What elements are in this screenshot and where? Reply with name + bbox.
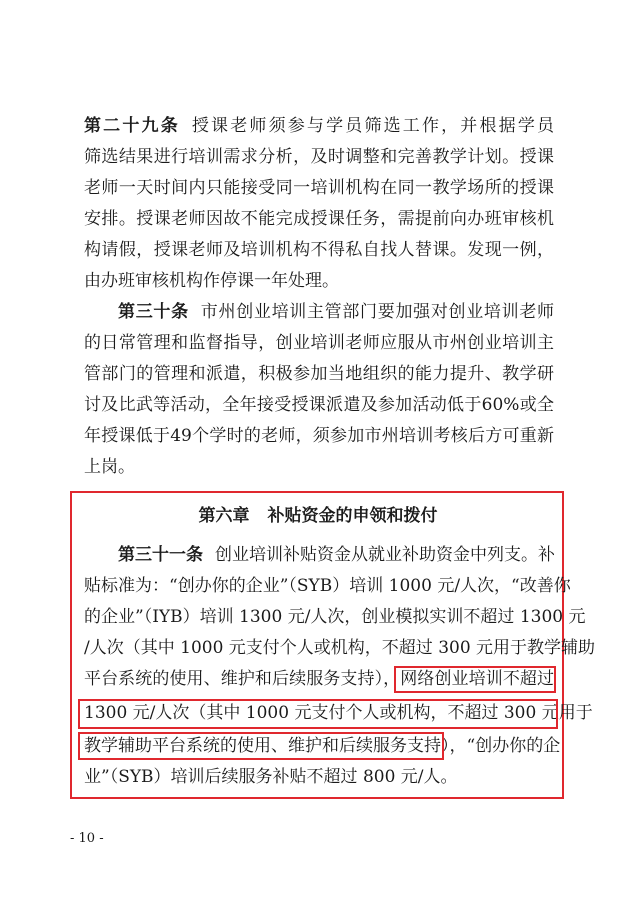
- article31-line-3: 的企业”（IYB）培训 1300 元/人次，创业模拟实训不超过 1300 元: [84, 607, 586, 627]
- article29-text-1: 授课老师须参与学员筛选工作，并根据学员: [191, 116, 555, 136]
- article31-line-6: 1300 元/人次（其中 1000 元支付个人或机构，不超过 300 元用于: [84, 703, 593, 723]
- article30-line-2: 的日常管理和监督指导，创业培训老师应服从市州创业培训主: [84, 333, 554, 353]
- article30-line-4: 讨及比武等活动，全年接受授课派遣及参加活动低于60%或全: [84, 395, 554, 415]
- article30-line-3: 管部门的管理和派遣，积极参加当地组织的能力提升、教学研: [84, 364, 554, 384]
- article29-line-5: 构请假，授课老师及培训机构不得私自找人替课。发现一例，: [84, 240, 554, 260]
- article31-text-1: 创业培训补贴资金从就业补助资金中列支。补: [215, 545, 555, 565]
- highlight-box-line-3: [78, 732, 444, 760]
- article31-line-7: 教学辅助平台系统的使用、维护和后续服务支持），“创办你的企: [84, 736, 561, 756]
- chapter-heading: [70, 506, 566, 526]
- page-number: - 10 -: [70, 831, 104, 846]
- article29-line-3: 老师一天时间内只能接受同一培训机构在同一教学场所的授课: [84, 178, 554, 198]
- article30-heading: 第三十条: [118, 302, 189, 322]
- article29-heading: 第二十九条: [84, 116, 180, 136]
- chapter-title: 补贴资金的申领和拨付: [267, 506, 438, 526]
- article31-line-1: [118, 545, 554, 565]
- article29-line-2: 筛选结果进行培训需求分析，及时调整和完善教学计划。授课: [84, 147, 554, 167]
- article29-line-4: 安排。授课老师因故不能完成授课任务，需提前向办班审核机: [84, 209, 554, 229]
- article29-line-1: [84, 116, 554, 136]
- article29-line-6: 由办班审核机构作停课一年处理。: [84, 271, 339, 291]
- article31-line-4: /人次（其中 1000 元支付个人或机构，不超过 300 元用于教学辅助: [84, 638, 596, 658]
- article31-line-8: 业”（SYB）培训后续服务补贴不超过 800 元/人。: [84, 767, 458, 787]
- highlight-box-line-2: [78, 699, 593, 729]
- article31-line-5: 平台系统的使用、维护和后续服务支持），网络创业培训不超过: [84, 669, 554, 689]
- article30-line-1: [118, 302, 554, 322]
- article30-line-6: 上岗。: [84, 457, 135, 477]
- article31-line-2: 贴标准为：“创办你的企业”（SYB）培训 1000 元/人次，“改善你: [84, 576, 571, 596]
- article30-text-1: 市州创业培训主管部门要加强对创业培训老师: [200, 302, 555, 322]
- highlight-box-line-1: [394, 666, 556, 693]
- article31-heading: 第三十一条: [118, 545, 203, 565]
- article30-line-5: 年授课低于49个学时的老师，须参加市州培训考核后方可重新: [84, 426, 554, 446]
- chapter-number: 第六章: [198, 506, 250, 526]
